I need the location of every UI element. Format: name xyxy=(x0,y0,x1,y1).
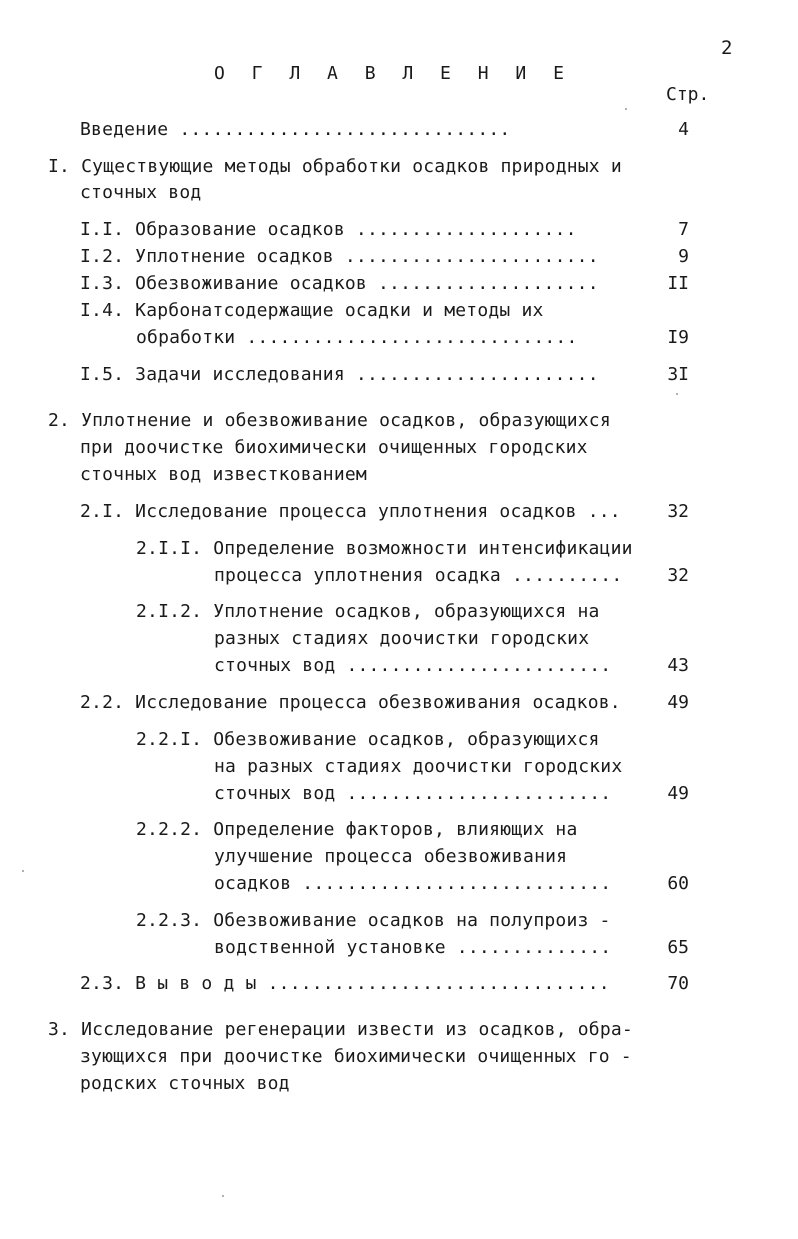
toc-line-chapter-1-cont: сточных вод xyxy=(80,182,202,203)
toc-line-2-2-1-cont-2: сточных вод ........................ xyxy=(214,783,612,804)
toc-line-intro: Введение .............................. xyxy=(80,119,511,140)
toc-line-2-2-2-cont-2: осадков ............................ xyxy=(214,873,612,894)
toc-line-1-1: I.I. Образование осадков .................... xyxy=(80,219,577,240)
toc-line-chapter-3-cont-2: родских сточных вод xyxy=(80,1073,290,1094)
toc-line-2-1-2: 2.I.2. Уплотнение осадков, образующихся на xyxy=(136,601,600,622)
toc-page-2-2: 49 xyxy=(667,692,689,713)
toc-line-2-2-3-cont: водственной установке .............. xyxy=(214,937,612,958)
toc-line-2-1-2-cont-2: сточных вод ........................ xyxy=(214,655,612,676)
toc-line-2-1-2-cont-1: разных стадиях доочистки городских xyxy=(214,628,590,649)
toc-line-chapter-1: I. Существующие методы обработки осадков природных и xyxy=(48,156,622,177)
page-title: О Г Л А В Л Е Н И Е xyxy=(214,63,572,84)
toc-line-chapter-3: 3. Исследование регенерации извести из осадков, обра- xyxy=(48,1019,633,1040)
toc-line-2-2-2-cont-1: улучшение процесса обезвоживания xyxy=(214,846,568,867)
toc-page-intro: 4 xyxy=(678,119,689,140)
toc-line-2-1-1-cont: процесса уплотнения осадка .......... xyxy=(214,565,623,586)
toc-line-chapter-2: 2. Уплотнение и обезвоживание осадков, образующихся xyxy=(48,410,611,431)
toc-line-1-4-cont: обработки .............................. xyxy=(136,327,578,348)
toc-line-2-1: 2.I. Исследование процесса уплотнения осадков ... xyxy=(80,501,621,522)
toc-line-chapter-3-cont-1: зующихся при доочистке биохимически очищенных го - xyxy=(80,1046,632,1067)
scan-speck xyxy=(625,108,627,110)
toc-line-2-2-3: 2.2.3. Обезвоживание осадков на полупроиз - xyxy=(136,910,611,931)
toc-line-chapter-2-cont-2: сточных вод известкованием xyxy=(80,464,367,485)
toc-page-2-1-1: 32 xyxy=(667,565,689,586)
toc-page-1-1: 7 xyxy=(678,219,689,240)
toc-page-1-5: 3I xyxy=(667,364,689,385)
toc-line-1-4: I.4. Карбонатсодержащие осадки и методы их xyxy=(80,300,544,321)
toc-line-2-2-1-cont-1: на разных стадиях доочистки городских xyxy=(214,756,623,777)
toc-line-2-1-1: 2.I.I. Определение возможности интенсификации xyxy=(136,538,633,559)
toc-line-2-2-2: 2.2.2. Определение факторов, влияющих на xyxy=(136,819,578,840)
toc-page-2-2-2: 60 xyxy=(667,873,689,894)
toc-page-2-2-1: 49 xyxy=(667,783,689,804)
toc-page-2-2-3: 65 xyxy=(667,937,689,958)
page-column-header: Стр. xyxy=(666,84,710,105)
toc-page-1-3: II xyxy=(667,273,689,294)
toc-page-2-3: 70 xyxy=(667,973,689,994)
scan-speck xyxy=(222,1195,224,1197)
toc-line-2-2: 2.2. Исследование процесса обезвоживания осадков. xyxy=(80,692,621,713)
toc-page-2-1: 32 xyxy=(667,501,689,522)
scan-speck xyxy=(22,870,24,872)
page-number: 2 xyxy=(721,37,733,59)
toc-page-2-1-2: 43 xyxy=(667,655,689,676)
toc-line-2-2-1: 2.2.I. Обезвоживание осадков, образующихся xyxy=(136,729,600,750)
toc-line-1-3: I.3. Обезвоживание осадков .................... xyxy=(80,273,599,294)
toc-line-2-3: 2.3. В ы в о д ы ............................... xyxy=(80,973,610,994)
toc-line-chapter-2-cont-1: при доочистке биохимически очищенных городских xyxy=(80,437,588,458)
toc-page-1-2: 9 xyxy=(678,246,689,267)
toc-line-1-2: I.2. Уплотнение осадков ....................... xyxy=(80,246,599,267)
toc-line-1-5: I.5. Задачи исследования ...................... xyxy=(80,364,599,385)
scan-speck xyxy=(676,393,678,395)
toc-page-1-4: I9 xyxy=(667,327,689,348)
